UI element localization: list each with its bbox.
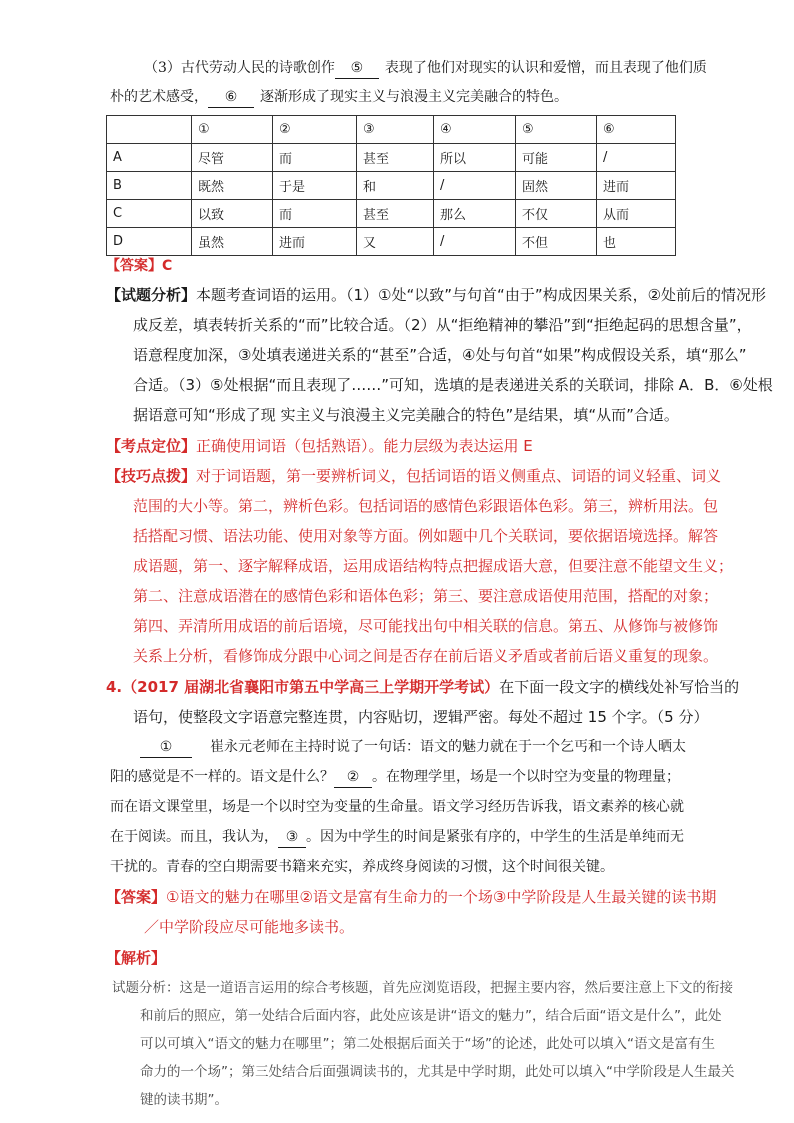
table-row: [107, 200, 676, 228]
analysis-1-line-1: [106, 285, 766, 305]
jiqiao-line-7: 关系上分析，看修饰成分跟中心词之间是否存在前后语义矛盾或者前后语义重复的现象。: [133, 647, 719, 665]
jiqiao-label: 【技巧点拨】: [106, 467, 197, 485]
blank-1: ①: [140, 737, 192, 758]
table-cell: A: [107, 144, 192, 172]
analysis-1-line-4: 合适。（3）⑤处根据“而且表现了……”可知，选填的是表递进关系的关联词，排除 A．B．⑥处根: [133, 376, 773, 394]
passage-text: 在于阅读。而且，我认为，: [110, 829, 278, 845]
part3-text-c: 朴的艺术感受，: [110, 89, 208, 105]
table-cell: 也: [597, 228, 676, 256]
passage-line-3: 而在语文课堂里，场是一个以时空为变量的生命量。语文学习经历告诉我，语文素养的核心就: [110, 799, 684, 815]
question-prompt: 在下面一段文字的横线处补写恰当的: [499, 678, 740, 696]
question-number: 4.: [106, 678, 123, 696]
table-cell: 甚至: [357, 200, 434, 228]
answer-4-line-1: [106, 887, 716, 907]
table-cell: 以致: [192, 200, 273, 228]
jiqiao-line-1: [106, 466, 721, 486]
table-row: [107, 172, 676, 200]
table-row: [107, 144, 676, 172]
blank-5: ⑤: [335, 58, 379, 79]
table-cell: 不仅: [516, 200, 597, 228]
table-header-cell: ④: [434, 116, 516, 144]
table-cell: /: [434, 228, 516, 256]
answer-4-line-2: ／中学阶段应尽可能地多读书。: [144, 918, 355, 936]
answer-text: ①语文的魅力在哪里②语文是富有生命力的一个场③中学阶段是人生最关键的读书期: [166, 888, 717, 906]
analysis-1-line-2: 成反差，填表转折关系的“而”比较合适。（2）从“拒绝精神的攀沿”到“拒绝起码的思想含量”，: [133, 316, 752, 334]
table-cell: 于是: [273, 172, 357, 200]
table-cell: 既然: [192, 172, 273, 200]
table-header-cell: ③: [357, 116, 434, 144]
analysis-1-line-5: 据语意可知“形成了现 实主义与浪漫主义完美融合的特色”是结果，填“从而”合适。: [133, 406, 679, 424]
table-cell: B: [107, 172, 192, 200]
table-cell: 而: [273, 200, 357, 228]
jiqiao-line-4: 成语题，第一、逐字解释成语，运用成语结构特点把握成语大意，但要注意不能望文生义；: [133, 557, 734, 575]
table-header-cell: ②: [273, 116, 357, 144]
table-cell: 进而: [597, 172, 676, 200]
passage-line-2: [110, 767, 680, 788]
table-cell: 又: [357, 228, 434, 256]
table-cell: 甚至: [357, 144, 434, 172]
options-table: [106, 115, 676, 256]
part3-line-2: [110, 87, 568, 108]
passage-line-4: [110, 827, 684, 848]
analysis-4-line-1: 试题分析：这是一道语言运用的综合考核题，首先应浏览语段，把握主要内容，然后要注意上下文的衔接: [112, 980, 733, 996]
analysis-4-line-3: 可以可填入“语文的魅力在哪里”；第二处根据后面关于“场”的论述，此处可以填入“语文是富有生: [140, 1036, 715, 1052]
analysis-4-line-2: 和前后的照应，第一处结合后面内容，此处应该是讲“语文的魅力”，结合后面“语文是什么”，此处: [140, 1008, 722, 1024]
kaodian-label: 【考点定位】: [106, 437, 197, 455]
table-header-cell: ①: [192, 116, 273, 144]
table-cell: D: [107, 228, 192, 256]
analysis-label: 【试题分析】: [106, 286, 197, 304]
jiqiao-line-6: 第四、弄清所用成语的前后语境，尽可能找出句中相关联的信息。第五、从修饰与被修饰: [133, 617, 719, 635]
blank-6: ⑥: [208, 87, 254, 108]
question-4-line-2: 语句，使整段文字语意完整连贯，内容贴切，逻辑严密。每处不超过 15 个字。（5 分）: [133, 708, 709, 726]
kaodian-text: 正确使用词语（包括熟语）。能力层级为表达运用 E: [196, 437, 533, 455]
table-cell: 可能: [516, 144, 597, 172]
table-cell: /: [434, 172, 516, 200]
table-header-row: [107, 116, 676, 144]
analysis-4-line-5: 键的读书期”。: [140, 1092, 228, 1108]
answer-label: 【答案】: [106, 888, 167, 906]
table-header-cell: [107, 116, 192, 144]
blank-3: ③: [278, 827, 306, 848]
kaodian: [106, 436, 533, 456]
jiqiao-line-5: 第二、注意成语潜在的感情色彩和语体色彩；第三、要注意成语使用范围，搭配的对象；: [133, 587, 719, 605]
jiqiao-line-3: 括搭配习惯、语法功能、使用对象等方面。例如题中几个关联词，要依据语境选择。解答: [133, 527, 719, 545]
question-4-line-1: [106, 677, 739, 697]
table-cell: 和: [357, 172, 434, 200]
jiexi-label: 【解析】: [106, 949, 167, 967]
analysis-4-line-4: 命力的一个场”；第三处结合后面强调读书的，尤其是中学时期，此处可以填入“中学阶段是人生最关: [140, 1064, 735, 1080]
table-cell: 所以: [434, 144, 516, 172]
blank-2: ②: [334, 767, 372, 788]
passage-line-1: [140, 737, 686, 758]
table-cell: 固然: [516, 172, 597, 200]
answer-value: C: [162, 258, 173, 274]
passage-text: 阳的感觉是不一样的。语文是什么？: [110, 769, 334, 785]
table-cell: 进而: [273, 228, 357, 256]
passage-text: 崔永元老师在主持时说了一句话：语文的魅力就在于一个乞丐和一个诗人晒太: [210, 739, 686, 755]
table-cell: 那么: [434, 200, 516, 228]
table-row: [107, 228, 676, 256]
table-cell: C: [107, 200, 192, 228]
jiqiao-line-2: 范围的大小等。第二，辨析色彩。包括词语的感情色彩跟语体色彩。第三，辨析用法。包: [133, 497, 719, 515]
part3-text-a: （3）古代劳动人民的诗歌创作: [144, 60, 335, 76]
passage-line-5: 干扰的。青春的空白期需要书籍来充实，养成终身阅读的习惯，这个时间很关键。: [110, 859, 614, 875]
question-source: （2017 届湖北省襄阳市第五中学高三上学期开学考试）: [122, 678, 500, 696]
passage-text: 。在物理学里，场是一个以时空为变量的物理量；: [372, 769, 680, 785]
table-header-cell: ⑥: [597, 116, 676, 144]
table-cell: 虽然: [192, 228, 273, 256]
answer-1: [106, 256, 172, 276]
part3-text-b: 表现了他们对现实的认识和爱憎，而且表现了他们质: [384, 60, 707, 76]
part3-line-1: [144, 58, 707, 79]
table-cell: 尽管: [192, 144, 273, 172]
table-cell: 不但: [516, 228, 597, 256]
table-cell: 从而: [597, 200, 676, 228]
part3-text-d: 逐渐形成了现实主义与浪漫主义完美融合的特色。: [260, 89, 568, 105]
table-header-cell: ⑤: [516, 116, 597, 144]
answer-label: 【答案】: [106, 258, 162, 274]
analysis-1-line-3: 语意程度加深，③处填表递进关系的“甚至”合适，④处与句首“如果”构成假设关系，填“那么”: [133, 346, 747, 364]
analysis-text: 本题考查词语的运用。（1）①处“以致”与句首“由于”构成因果关系，②处前后的情况形: [196, 286, 767, 304]
table-cell: 而: [273, 144, 357, 172]
table-cell: /: [597, 144, 676, 172]
jiqiao-text: 对于词语题，第一要辨析词义，包括词语的语义侧重点、词语的词义轻重、词义: [196, 467, 722, 485]
passage-text: 。因为中学生的时间是紧张有序的，中学生的生活是单纯而无: [306, 829, 684, 845]
